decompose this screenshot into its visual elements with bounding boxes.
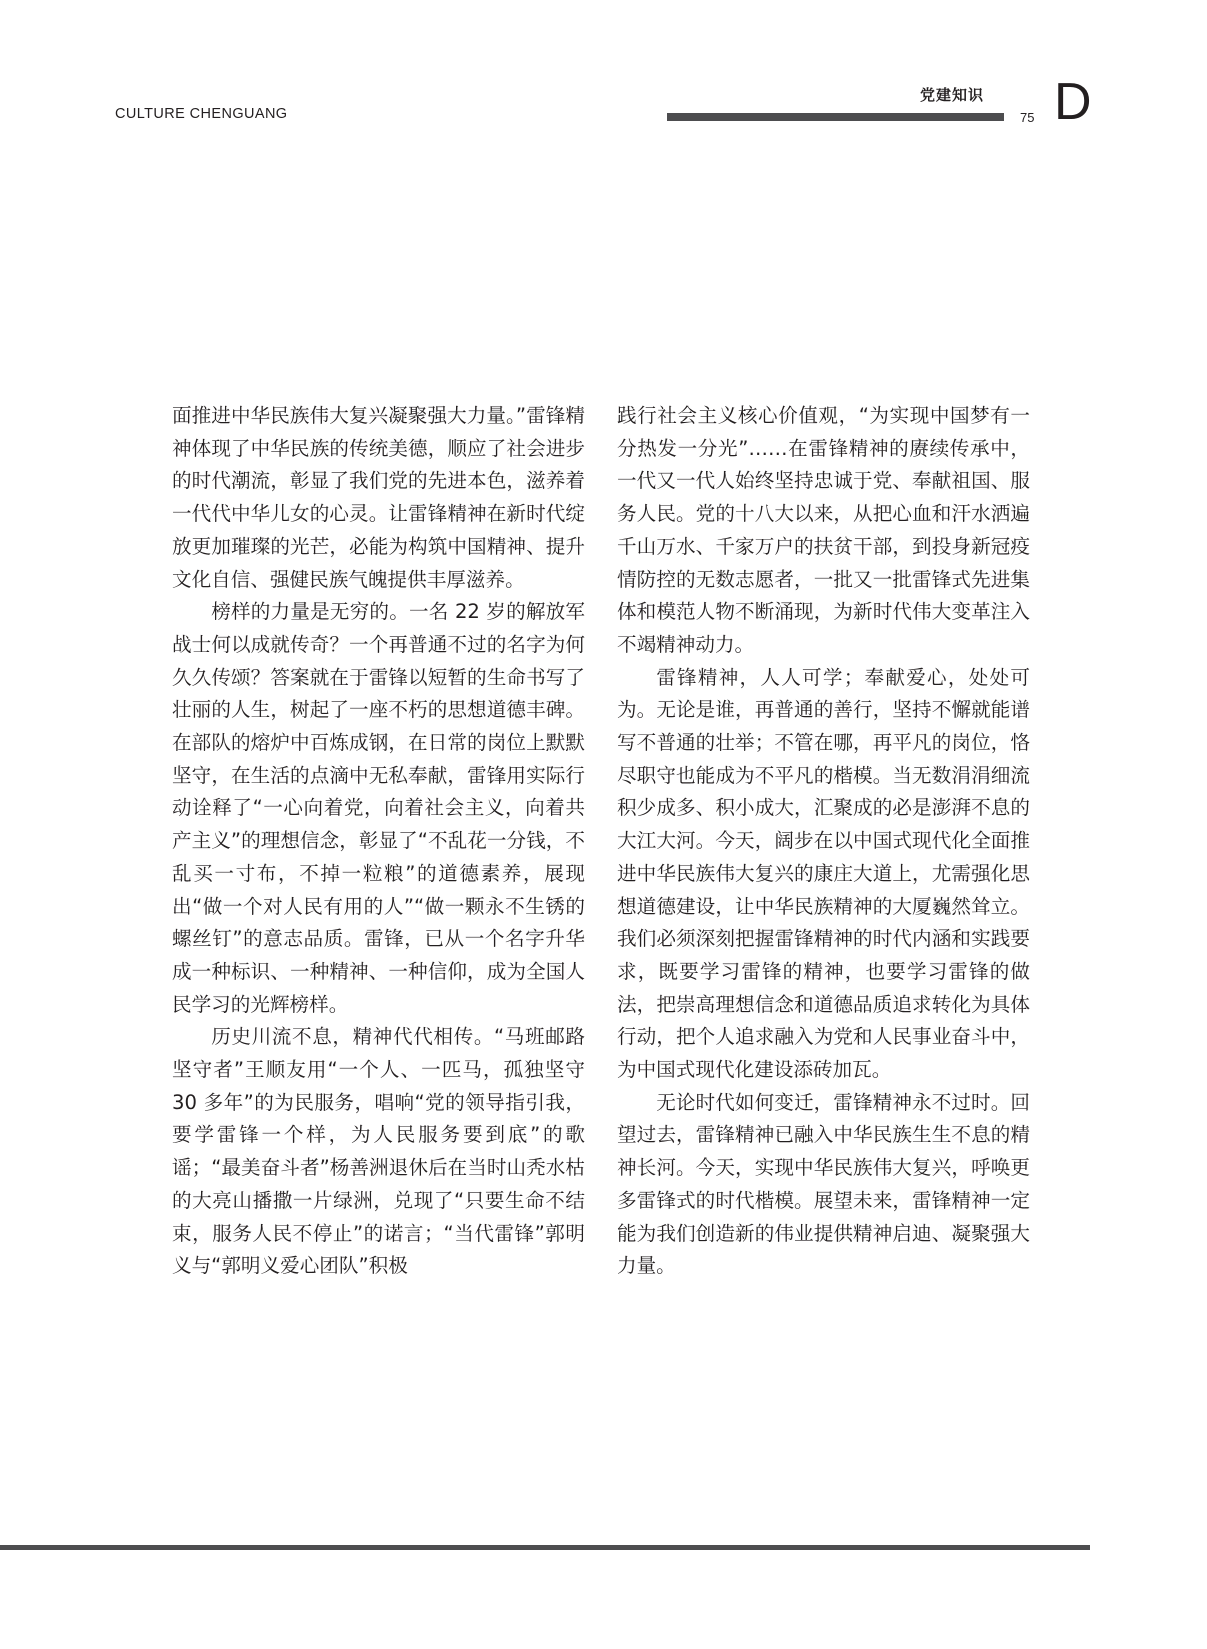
paragraph: 践行社会主义核心价值观，“为实现中国梦有一分热发一分光”……在雷锋精神的赓续传承中，一代又一代人始终坚持忠诚于党、奉献祖国、服务人民。党的十八大以来，从把心血和汗水洒遍千山万水、千家万户的扶贫干部，到投身新冠疫情防控的无数志愿者，一批又一批雷锋式先进集体和模范人物不断涌现，为新时代伟大变革注入不竭精神动力。 [617,404,1030,656]
page-number: 75 [1020,110,1035,125]
article-column-right [617,400,1030,1283]
footer-rule [0,1545,1090,1550]
paragraph: 无论时代如何变迁，雷锋精神永不过时。回望过去，雷锋精神已融入中华民族生生不息的精神长河。今天，实现中华民族伟大复兴，呼唤更多雷锋式的时代楷模。展望未来，雷锋精神一定能为我们创造新的伟业提供精神启迪、凝聚强大力量。 [617,1090,1030,1278]
section-letter: D [1054,73,1092,131]
paragraph: 面推进中华民族伟大复兴凝聚强大力量。”雷锋精神体现了中华民族的传统美德，顺应了社会进步的时代潮流，彰显了我们党的先进本色，滋养着一代代中华儿女的心灵。让雷锋精神在新时代绽放更加璀璨的光芒，必能为构筑中国精神、提升文化自信、强健民族气魄提供丰厚滋养。 [172,404,585,591]
magazine-brand: CULTURE CHENGUANG [115,106,288,122]
paragraph: 历史川流不息，精神代代相传。“马班邮路坚守者”王顺友用“一个人、一匹马，孤独坚守 30 多年”的为民服务，唱响“党的领导指引我，要学雷锋一个样，为人民服务要到底”的歌谣；“最美奋斗者”杨善洲退休后在当时山秃水枯的大亮山播撒一片绿洲，兑现了“只要生命不结束，服务人民不停止”的诺言；“当代雷锋”郭明义与“郭明义爱心团队”积极 [172,1025,585,1278]
article-column-left [172,400,585,1283]
header-rule [667,113,1004,121]
paragraph: 榜样的力量是无穷的。一名 22 岁的解放军战士何以成就传奇？一个再普通不过的名字为何久久传颂？答案就在于雷锋以短暂的生命书写了壮丽的人生，树起了一座不朽的思想道德丰碑。在部队的熔炉中百炼成钢，在日常的岗位上默默坚守，在生活的点滴中无私奉献，雷锋用实际行动诠释了“一心向着党，向着社会主义，向着共产主义”的理想信念，彰显了“不乱花一分钱，不乱买一寸布，不掉一粒粮”的道德素养，展现出“做一个对人民有用的人”“做一颗永不生锈的螺丝钉”的意志品质。雷锋，已从一个名字升华成一种标识、一种精神、一种信仰，成为全国人民学习的光辉榜样。 [172,600,585,1016]
paragraph: 雷锋精神，人人可学；奉献爱心，处处可为。无论是谁，再普通的善行，坚持不懈就能谱写不普通的壮举；不管在哪，再平凡的岗位，恪尽职守也能成为不平凡的楷模。当无数涓涓细流积少成多、积小成大，汇聚成的必是澎湃不息的大江大河。今天，阔步在以中国式现代化全面推进中华民族伟大复兴的康庄大道上，尤需强化思想道德建设，让中华民族精神的大厦巍然耸立。我们必须深刻把握雷锋精神的时代内涵和实践要求，既要学习雷锋的精神，也要学习雷锋的做法，把崇高理想信念和道德品质追求转化为具体行动，把个人追求融入为党和人民事业奋斗中，为中国式现代化建设添砖加瓦。 [617,665,1030,1082]
section-title: 党建知识 [920,86,985,104]
